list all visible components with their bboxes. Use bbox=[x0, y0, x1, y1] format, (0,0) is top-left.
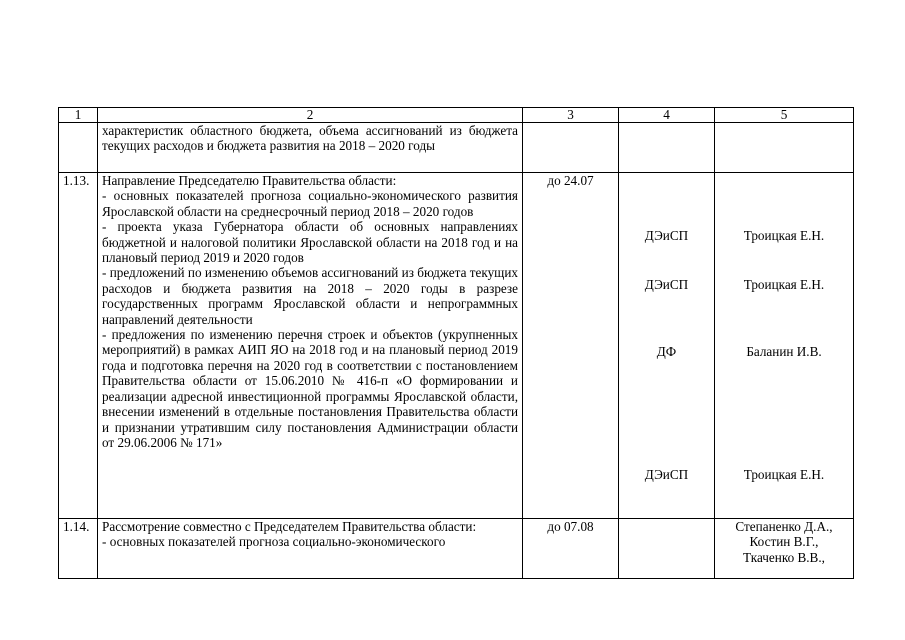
table-row-1-13 bbox=[59, 173, 854, 519]
responsible-entry: Степаненко Д.А., bbox=[735, 519, 833, 534]
column-header-4: 4 bbox=[619, 108, 715, 123]
description-paragraph: - основных показателей прогноза социально-экономического bbox=[102, 534, 446, 550]
plan-table bbox=[58, 107, 854, 579]
responsible-entry: Троицкая Е.Н. bbox=[743, 277, 825, 292]
table-row-1-14 bbox=[59, 519, 854, 579]
row-responsible bbox=[715, 519, 854, 579]
description-paragraph: Рассмотрение совместно с Председателем Правительства области: bbox=[102, 519, 477, 534]
row-number bbox=[59, 123, 98, 173]
department-entry: ДЭиСП bbox=[644, 228, 689, 243]
responsible-entry: Костин В.Г., bbox=[749, 534, 819, 550]
row-responsible bbox=[715, 123, 854, 173]
column-header-1: 1 bbox=[59, 108, 98, 123]
row-deadline bbox=[523, 123, 619, 173]
column-header-3: 3 bbox=[523, 108, 619, 123]
department-entry: ДФ bbox=[656, 344, 677, 359]
table-row-continuation bbox=[59, 123, 854, 173]
row-description bbox=[98, 173, 523, 519]
responsible-entry: Ткаченко В.В., bbox=[743, 549, 825, 565]
row-number: 1.14. bbox=[59, 519, 98, 579]
row-department bbox=[619, 123, 715, 173]
description-paragraph: - предложений по изменению объемов ассигнований из бюджета текущих расходов и бюджета развития на 2018 – 2020 годы в разрезе государственных программ Ярославской области и непрограммных направлений деятельности bbox=[102, 265, 518, 327]
description-paragraph: - предложения по изменению перечня строек и объектов (укрупненных мероприятий) в рамках АИП ЯО на 2018 год и на плановый период 2019 года и подготовка перечня на 2020 год в соответствии с постановлением Правительства области от 15.06.2010 № 416-п «О формировании и реализации адресной инвестиционной программы Ярославской области, внесении изменений в отдельные постановления Правительства области и признании утратившим силу постановления Администрации области от 29.06.2006 № 171» bbox=[102, 327, 518, 450]
row-deadline: до 24.07 bbox=[523, 173, 619, 519]
responsible-entry: Троицкая Е.Н. bbox=[743, 467, 825, 482]
row-deadline: до 07.08 bbox=[523, 519, 619, 579]
department-entry: ДЭиСП bbox=[644, 467, 689, 482]
row-department bbox=[619, 173, 715, 519]
row-description bbox=[98, 123, 523, 173]
description-paragraph: - проекта указа Губернатора области об основных направлениях бюджетной и налоговой политики Ярославской области на 2018 год и на плановый период 2019 и 2020 годов bbox=[102, 219, 518, 266]
description-paragraph: характеристик областного бюджета, объема ассигнований из бюджета текущих расходов и бюджета развития на 2018 – 2020 годы bbox=[102, 123, 518, 154]
department-entry: ДЭиСП bbox=[644, 277, 689, 292]
column-header-5: 5 bbox=[715, 108, 854, 123]
responsible-entry: Троицкая Е.Н. bbox=[743, 228, 825, 243]
header-row bbox=[59, 108, 854, 123]
column-header-2: 2 bbox=[98, 108, 523, 123]
row-description bbox=[98, 519, 523, 579]
row-number: 1.13. bbox=[59, 173, 98, 519]
row-responsible bbox=[715, 173, 854, 519]
row-department bbox=[619, 519, 715, 579]
description-paragraph: - основных показателей прогноза социально-экономического развития Ярославской области на среднесрочный период 2018 – 2020 годов bbox=[102, 188, 518, 219]
responsible-entry: Баланин И.В. bbox=[746, 344, 822, 359]
description-paragraph: Направление Председателю Правительства области: bbox=[102, 173, 397, 188]
